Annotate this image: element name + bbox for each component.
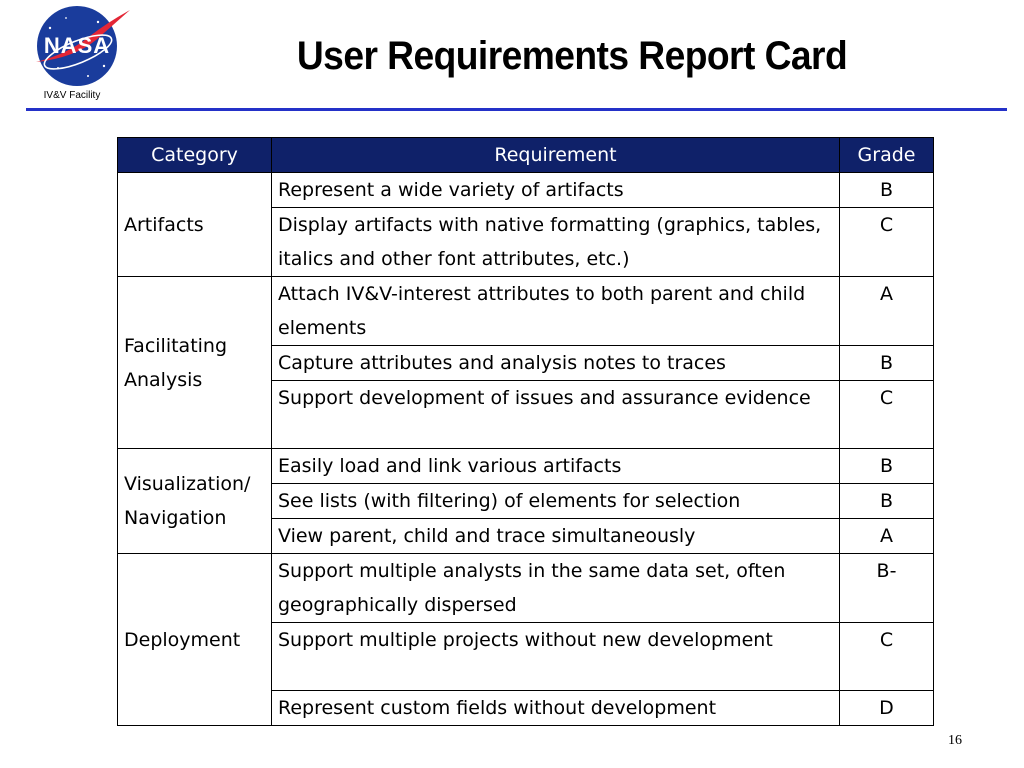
grade-cell: B [840,173,934,208]
facility-label: IV&V Facility [43,90,101,101]
requirement-cell: Support development of issues and assurance evidence [272,381,840,449]
requirement-cell: Support multiple analysts in the same data set, often geographically dispersed [272,554,840,623]
requirement-cell: Easily load and link various artifacts [272,449,840,484]
table-row [118,449,934,484]
nasa-logo [28,2,134,90]
table-row [118,554,934,623]
category-cell: Artifacts [118,173,272,277]
category-cell: Facilitating Analysis [118,277,272,449]
page-title: User Requirements Report Card [296,34,848,78]
requirement-cell: Represent custom fields without development [272,691,840,726]
header-divider [26,108,1007,111]
grade-cell: C [840,623,934,691]
grade-cell: B- [840,554,934,623]
table-row [118,173,934,208]
requirement-cell: Represent a wide variety of artifacts [272,173,840,208]
requirement-cell: Display artifacts with native formatting (graphics, tables, italics and other font attributes, etc.) [272,208,840,277]
column-header-category: Category [118,138,272,173]
report-card-table [117,137,934,726]
requirement-cell: Support multiple projects without new development [272,623,840,691]
grade-cell: D [840,691,934,726]
svg-text:NASA: NASA [43,33,111,58]
grade-cell: A [840,519,934,554]
requirement-cell: Attach IV&V-interest attributes to both parent and child elements [272,277,840,346]
slide-number: 16 [948,733,962,748]
requirement-cell: Capture attributes and analysis notes to traces [272,346,840,381]
category-cell: Visualization/ Navigation [118,449,272,554]
grade-cell: B [840,346,934,381]
grade-cell: C [840,381,934,449]
category-cell: Deployment [118,554,272,726]
table-header-row [118,138,934,173]
table-row [118,277,934,346]
requirement-cell: See lists (with filtering) of elements for selection [272,484,840,519]
grade-cell: B [840,449,934,484]
requirement-cell: View parent, child and trace simultaneously [272,519,840,554]
grade-cell: A [840,277,934,346]
column-header-requirement: Requirement [272,138,840,173]
grade-cell: B [840,484,934,519]
grade-cell: C [840,208,934,277]
column-header-grade: Grade [840,138,934,173]
